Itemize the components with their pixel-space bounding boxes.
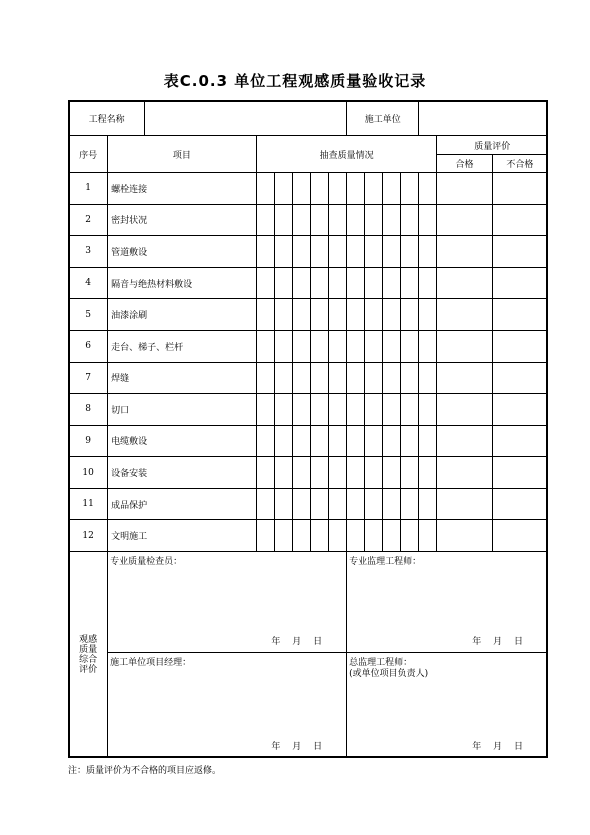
sampling-cell[interactable]	[365, 299, 383, 331]
sampling-cell[interactable]	[383, 299, 401, 331]
row-number: 10	[69, 457, 108, 489]
pass-cell[interactable]	[437, 394, 492, 426]
sampling-cell[interactable]	[365, 457, 383, 489]
sampling-cell[interactable]	[274, 172, 292, 204]
footnote: 注：质量评价为不合格的项目应返修。	[68, 766, 222, 776]
sampling-cell[interactable]	[419, 520, 437, 552]
sampling-cell[interactable]	[256, 362, 274, 394]
sampling-cell[interactable]	[328, 236, 346, 268]
sampling-cell[interactable]	[256, 520, 274, 552]
pass-cell[interactable]	[437, 488, 492, 520]
sampling-cell[interactable]	[292, 236, 310, 268]
row-number: 2	[69, 204, 108, 236]
sampling-cell[interactable]	[365, 425, 383, 457]
column-header-fail: 不合格	[492, 154, 547, 172]
pass-cell[interactable]	[437, 204, 492, 236]
sampling-cell[interactable]	[310, 488, 328, 520]
supervision-engineer-label: 专业监理工程师：	[349, 557, 422, 568]
pass-cell[interactable]	[437, 172, 492, 204]
sampling-cell[interactable]	[419, 457, 437, 489]
sampling-cell[interactable]	[383, 520, 401, 552]
sampling-cell[interactable]	[328, 330, 346, 362]
chief-supervisor-signature[interactable]	[347, 653, 548, 758]
row-item-name: 设备安装	[108, 457, 257, 489]
row-item-name: 走台、梯子、栏杆	[108, 330, 257, 362]
sampling-cell[interactable]	[365, 204, 383, 236]
summary-label-line: 质量	[79, 644, 98, 655]
sampling-cell[interactable]	[419, 394, 437, 426]
date-label: 年 月 日	[271, 637, 323, 648]
table-row	[69, 204, 548, 236]
sampling-cell[interactable]	[274, 425, 292, 457]
sampling-cell[interactable]	[256, 172, 274, 204]
sampling-cell[interactable]	[401, 204, 419, 236]
date-label: 年 月 日	[472, 637, 523, 648]
sampling-cell[interactable]	[274, 267, 292, 299]
fail-cell[interactable]	[492, 204, 547, 236]
sampling-cell[interactable]	[419, 330, 437, 362]
fail-cell[interactable]	[492, 299, 547, 331]
pass-cell[interactable]	[437, 457, 492, 489]
sampling-cell[interactable]	[365, 520, 383, 552]
pass-cell[interactable]	[437, 425, 492, 457]
sampling-cell[interactable]	[310, 204, 328, 236]
sampling-cell[interactable]	[310, 425, 328, 457]
sampling-cell[interactable]	[347, 204, 365, 236]
sampling-cell[interactable]	[419, 267, 437, 299]
quality-inspector-label: 专业质量检查员：	[110, 557, 183, 568]
column-header-sampling: 抽查质量情况	[256, 136, 437, 172]
sampling-cell[interactable]	[383, 204, 401, 236]
sampling-cell[interactable]	[292, 457, 310, 489]
row-item-name: 隔音与绝热材料敷设	[108, 267, 257, 299]
sampling-cell[interactable]	[347, 330, 365, 362]
sampling-cell[interactable]	[328, 394, 346, 426]
sampling-cell[interactable]	[347, 236, 365, 268]
sampling-cell[interactable]	[401, 425, 419, 457]
pass-cell[interactable]	[437, 330, 492, 362]
row-number: 4	[69, 267, 108, 299]
sampling-cell[interactable]	[419, 299, 437, 331]
sampling-cell[interactable]	[292, 204, 310, 236]
row-number: 1	[69, 172, 108, 204]
sampling-cell[interactable]	[401, 457, 419, 489]
table-row	[69, 330, 548, 362]
pass-cell[interactable]	[437, 520, 492, 552]
sampling-cell[interactable]	[274, 457, 292, 489]
sampling-cell[interactable]	[419, 172, 437, 204]
fail-cell[interactable]	[492, 267, 547, 299]
sampling-cell[interactable]	[310, 394, 328, 426]
fail-cell[interactable]	[492, 362, 547, 394]
sampling-cell[interactable]	[419, 488, 437, 520]
column-header-evaluation: 质量评价	[437, 136, 548, 154]
sampling-cell[interactable]	[347, 362, 365, 394]
sampling-cell[interactable]	[328, 520, 346, 552]
row-number: 7	[69, 362, 108, 394]
sampling-cell[interactable]	[383, 362, 401, 394]
sampling-cell[interactable]	[292, 267, 310, 299]
sampling-cell[interactable]	[365, 236, 383, 268]
row-item-name: 切口	[108, 394, 257, 426]
sampling-cell[interactable]	[310, 457, 328, 489]
row-number: 5	[69, 299, 108, 331]
sampling-cell[interactable]	[365, 172, 383, 204]
table-row	[69, 425, 548, 457]
sampling-cell[interactable]	[256, 457, 274, 489]
sampling-cell[interactable]	[292, 425, 310, 457]
row-number: 12	[69, 520, 108, 552]
sampling-cell[interactable]	[274, 236, 292, 268]
table-row	[69, 172, 548, 204]
sampling-cell[interactable]	[310, 520, 328, 552]
sampling-cell[interactable]	[401, 236, 419, 268]
table-row	[69, 362, 548, 394]
sampling-cell[interactable]	[419, 362, 437, 394]
row-item-name: 电缆敷设	[108, 425, 257, 457]
sampling-cell[interactable]	[274, 488, 292, 520]
sampling-cell[interactable]	[401, 267, 419, 299]
sampling-cell[interactable]	[256, 394, 274, 426]
sampling-cell[interactable]	[401, 299, 419, 331]
sampling-cell[interactable]	[292, 520, 310, 552]
sampling-cell[interactable]	[419, 236, 437, 268]
sampling-cell[interactable]	[347, 425, 365, 457]
fail-cell[interactable]	[492, 394, 547, 426]
sampling-cell[interactable]	[310, 299, 328, 331]
chief-supervisor-alt: (或单位项目负责人)	[349, 669, 429, 680]
sampling-cell[interactable]	[292, 299, 310, 331]
sampling-cell[interactable]	[310, 172, 328, 204]
project-name-value[interactable]	[145, 101, 347, 136]
sampling-cell[interactable]	[328, 267, 346, 299]
sampling-cell[interactable]	[383, 172, 401, 204]
sampling-cell[interactable]	[383, 236, 401, 268]
sampling-cell[interactable]	[292, 172, 310, 204]
sampling-cell[interactable]	[347, 520, 365, 552]
fail-cell[interactable]	[492, 425, 547, 457]
fail-cell[interactable]	[492, 172, 547, 204]
chief-supervisor-label	[349, 658, 428, 680]
project-name-label: 工程名称	[69, 101, 145, 136]
column-header-item: 项目	[108, 136, 257, 172]
sampling-cell[interactable]	[365, 488, 383, 520]
row-item-name: 成品保护	[108, 488, 257, 520]
sampling-cell[interactable]	[383, 394, 401, 426]
sampling-cell[interactable]	[256, 204, 274, 236]
quality-inspector-signature[interactable]	[108, 552, 347, 653]
fail-cell[interactable]	[492, 457, 547, 489]
sampling-cell[interactable]	[365, 330, 383, 362]
sampling-cell[interactable]	[274, 299, 292, 331]
sampling-cell[interactable]	[365, 362, 383, 394]
fail-cell[interactable]	[492, 236, 547, 268]
table-row	[69, 394, 548, 426]
column-header-pass: 合格	[437, 154, 492, 172]
sampling-cell[interactable]	[292, 394, 310, 426]
sampling-cell[interactable]	[347, 299, 365, 331]
column-header-seq: 序号	[69, 136, 108, 172]
project-manager-signature[interactable]	[108, 653, 347, 758]
sampling-cell[interactable]	[292, 330, 310, 362]
sampling-cell[interactable]	[383, 488, 401, 520]
row-item-name: 螺栓连接	[108, 172, 257, 204]
sampling-cell[interactable]	[347, 457, 365, 489]
sampling-cell[interactable]	[383, 267, 401, 299]
sampling-cell[interactable]	[256, 330, 274, 362]
row-item-name: 管道敷设	[108, 236, 257, 268]
sampling-cell[interactable]	[383, 425, 401, 457]
sampling-cell[interactable]	[401, 362, 419, 394]
fail-cell[interactable]	[492, 520, 547, 552]
construction-unit-value[interactable]	[419, 101, 548, 136]
sampling-cell[interactable]	[347, 488, 365, 520]
chief-supervisor-title: 总监理工程师：	[349, 658, 413, 669]
pass-cell[interactable]	[437, 267, 492, 299]
table-row	[69, 299, 548, 331]
date-label: 年 月 日	[472, 742, 523, 752]
summary-label-line: 综合	[79, 654, 98, 665]
table-row	[69, 520, 548, 552]
sampling-cell[interactable]	[292, 488, 310, 520]
sampling-cell[interactable]	[256, 236, 274, 268]
table-row	[69, 267, 548, 299]
sampling-cell[interactable]	[328, 488, 346, 520]
sampling-cell[interactable]	[383, 457, 401, 489]
row-number: 11	[69, 488, 108, 520]
sampling-cell[interactable]	[401, 520, 419, 552]
pass-cell[interactable]	[437, 236, 492, 268]
sampling-cell[interactable]	[328, 204, 346, 236]
sampling-cell[interactable]	[328, 425, 346, 457]
table-row	[69, 236, 548, 268]
table-row	[69, 488, 548, 520]
row-number: 8	[69, 394, 108, 426]
sampling-cell[interactable]	[256, 425, 274, 457]
row-item-name: 密封状况	[108, 204, 257, 236]
row-number: 9	[69, 425, 108, 457]
sampling-cell[interactable]	[401, 394, 419, 426]
sampling-cell[interactable]	[256, 299, 274, 331]
sampling-cell[interactable]	[292, 362, 310, 394]
form-title: 表C.0.3 单位工程观感质量验收记录	[163, 72, 427, 90]
sampling-cell[interactable]	[310, 362, 328, 394]
sampling-cell[interactable]	[274, 330, 292, 362]
row-number: 3	[69, 236, 108, 268]
sampling-cell[interactable]	[310, 236, 328, 268]
sampling-cell[interactable]	[328, 362, 346, 394]
project-manager-label: 施工单位项目经理：	[110, 658, 192, 669]
fail-cell[interactable]	[492, 330, 547, 362]
sampling-cell[interactable]	[274, 362, 292, 394]
sampling-cell[interactable]	[274, 204, 292, 236]
sampling-cell[interactable]	[401, 172, 419, 204]
sampling-cell[interactable]	[256, 488, 274, 520]
construction-unit-label: 施工单位	[347, 101, 419, 136]
sampling-cell[interactable]	[310, 267, 328, 299]
date-label: 年 月 日	[271, 742, 323, 752]
row-item-name: 焊缝	[108, 362, 257, 394]
sampling-cell[interactable]	[274, 520, 292, 552]
sampling-cell[interactable]	[310, 330, 328, 362]
sampling-cell[interactable]	[401, 488, 419, 520]
sampling-cell[interactable]	[365, 267, 383, 299]
row-item-name: 文明施工	[108, 520, 257, 552]
sampling-cell[interactable]	[383, 330, 401, 362]
sampling-cell[interactable]	[347, 267, 365, 299]
sampling-cell[interactable]	[347, 172, 365, 204]
sampling-cell[interactable]	[328, 299, 346, 331]
sampling-cell[interactable]	[328, 172, 346, 204]
supervision-engineer-signature[interactable]	[347, 552, 548, 653]
row-item-name: 油漆涂刷	[108, 299, 257, 331]
pass-cell[interactable]	[437, 299, 492, 331]
sampling-cell[interactable]	[347, 394, 365, 426]
sampling-cell[interactable]	[365, 394, 383, 426]
sampling-cell[interactable]	[419, 425, 437, 457]
row-number: 6	[69, 330, 108, 362]
summary-label	[69, 552, 108, 758]
sampling-cell[interactable]	[256, 267, 274, 299]
sampling-cell[interactable]	[274, 394, 292, 426]
acceptance-record-table	[68, 100, 548, 758]
summary-label-line: 评价	[79, 664, 98, 675]
sampling-cell[interactable]	[401, 330, 419, 362]
pass-cell[interactable]	[437, 362, 492, 394]
fail-cell[interactable]	[492, 488, 547, 520]
table-row	[69, 457, 548, 489]
summary-label-line: 观感	[79, 634, 98, 645]
sampling-cell[interactable]	[328, 457, 346, 489]
sampling-cell[interactable]	[419, 204, 437, 236]
